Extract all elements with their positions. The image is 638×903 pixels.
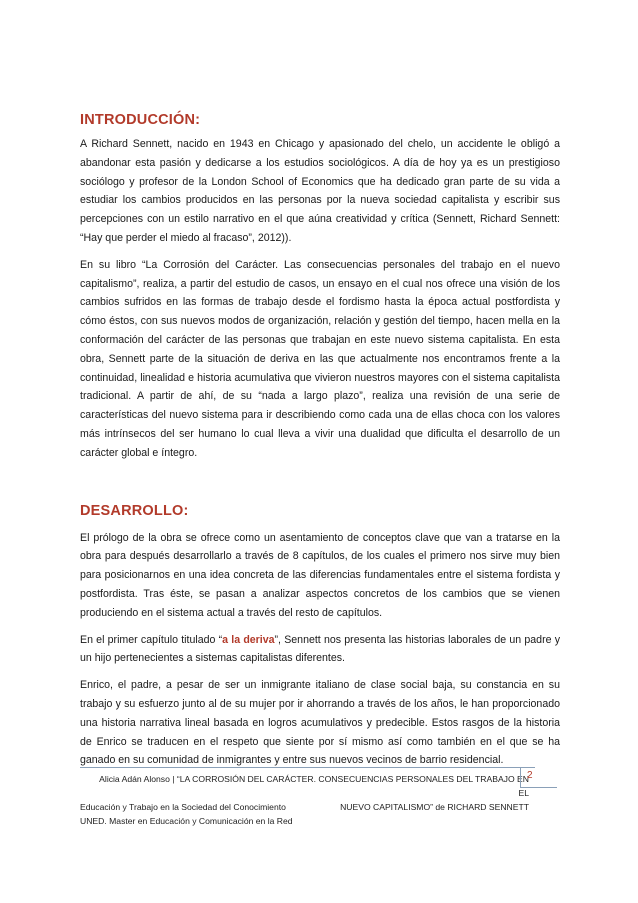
footer-divider: [80, 767, 535, 768]
desarrollo-p2-after: ”, Sennett nos presenta las historias laborales de un padre y un hijo pertenecientes a sistemas capitalistas diferentes.: [80, 633, 561, 665]
institution-line-2: UNED. Master en Educación y Comunicación en la Red: [80, 816, 293, 826]
section-heading-introduccion: INTRODUCCIÓN:: [80, 112, 201, 128]
page-content: [80, 112, 560, 778]
intro-paragraph-1: A Richard Sennett, nacido en 1943 en Chicago y apasionado del chelo, un accidente le obligó a abandonar esta pasión y dedicarse a los estudios sociológicos. A día de hoy ya es un prestigioso sociólogo y profesor de la London School of Economics que ha dedicado gran parte de su vida a estudiar los cambios producidos en las personas por la nueva sociedad capitalista y escribir sus percepciones con un estilo narrativo en el que aúna creatividad y crítica (Sennett, Richard Sennett: “Hay que perder el miedo al fracaso”, 2012)).: [80, 138, 560, 244]
footer-citation-line-2: NUEVO CAPITALISMO” de RICHARD SENNETT: [340, 802, 529, 812]
desarrollo-paragraph-3: Enrico, el padre, a pesar de ser un inmigrante italiano de clase social baja, su constancia en su trabajo y su esfuerzo junto al de su mujer por ir ahorrando a través de los años, le han proporcionado una historia narrativa lineal basada en logros acumulativos y predecible. Estos rasgos de la historia de Enrico se traducen en el respeto que siente por sí mismo así como también en el que se ha ganado en su comunidad de inmigrantes y entre sus nuevos vecinos de barrio residencial.: [80, 679, 560, 767]
institution-block: [80, 800, 293, 828]
intro-paragraph-2: En su libro “La Corrosión del Carácter. Las consecuencias personales del trabajo en el nuevo capitalismo”, realiza, a partir del estudio de casos, un ensayo en el cual nos ofrece una visión de los cambios sufridos en las formas de trabajo desde el fordismo hasta la época actual postfordista y cómo éstos, con sus nuevos modos de organización, relación y gestión del tiempo, hacen mella en la conformación del carácter de las personas que trabajan en este nuevo sistema capitalista. En esta obra, Sennett parte de la situación de deriva en las que actualmente nos encontramos frente a la continuidad, linealidad e historia acumulativa que vivieron nuestros mayores con el sistema capitalista tradicional. A partir de ahí, de su “nada a largo plazo”, realiza una revisión de una serie de características del nuevo sistema para ir describiendo como cada una de ellas choca con los valores más intrínsecos del ser humano lo cual lleva a vivir una dualidad que dificulta el desarrollo de un carácter global e íntegro.: [80, 258, 560, 459]
chapter-title-highlight: a la deriva: [222, 633, 275, 646]
desarrollo-paragraph-2: [80, 631, 560, 669]
section-heading-desarrollo: DESARROLLO:: [80, 502, 189, 519]
institution-line-1: Educación y Trabajo en la Sociedad del Conocimiento: [80, 802, 286, 812]
desarrollo-paragraph-1: El prólogo de la obra se ofrece como un asentamiento de conceptos clave que van a tratarse en la obra para después desarrollarlo a través de 8 capítulos, de los cuales el primero nos sirve muy bien para posicionarnos en una idea concreta de las diferencias fundamentales entre el sistema fordista y postfordista. Tras éste, se pasan a analizar aspectos concretos de los cambios que se vienen produciendo en el sistema actual a través del resto de capítulos.: [80, 531, 560, 619]
page-number-box: [520, 767, 557, 788]
page-number: 2: [527, 770, 533, 781]
footer-citation-line-1: Alicia Adán Alonso | “LA CORROSIÓN DEL CARÁCTER. CONSECUENCIAS PERSONALES DEL TRABAJO EN EL: [99, 774, 529, 798]
desarrollo-p2-before: En el primer capítulo titulado “: [80, 633, 223, 646]
